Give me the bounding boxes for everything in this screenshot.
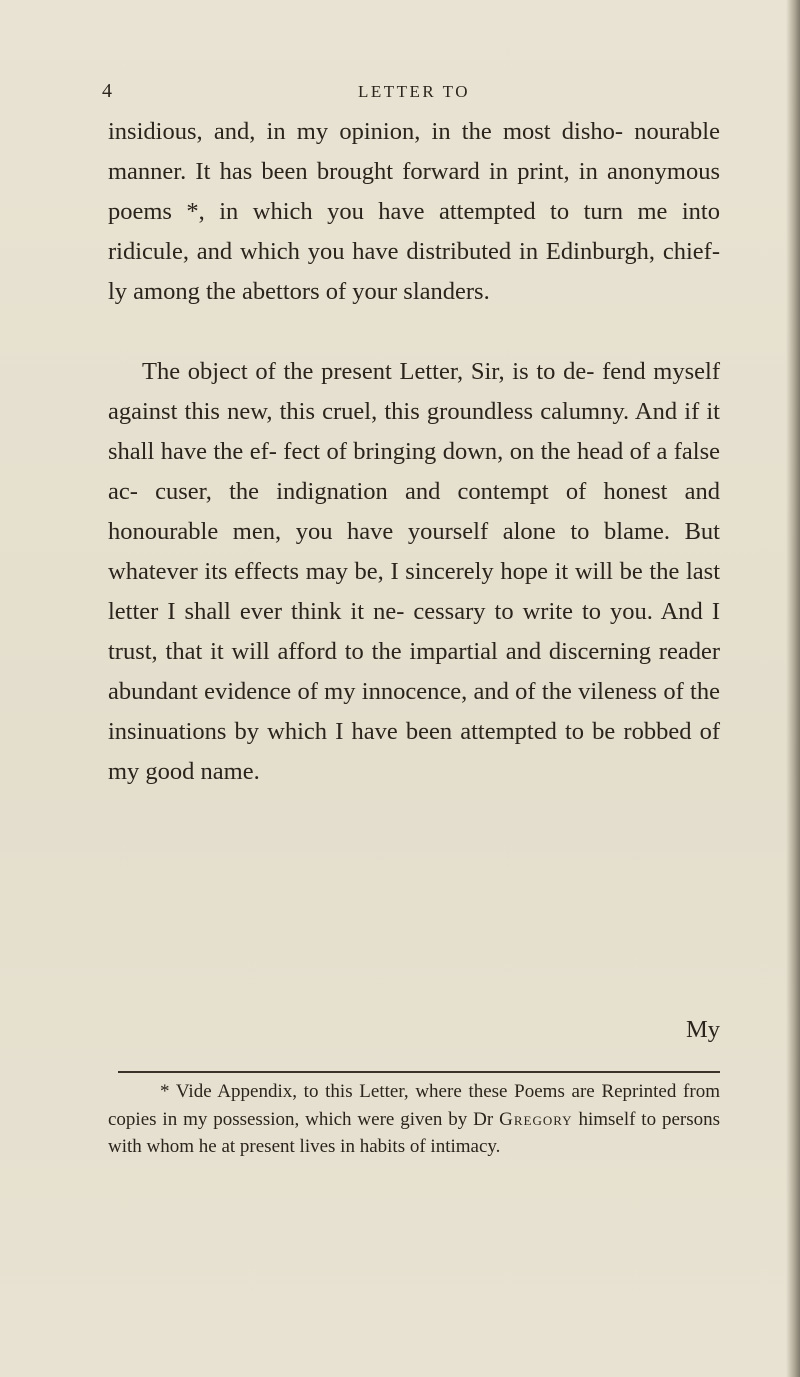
page-edge-shadow: [786, 0, 800, 1377]
footnote-name: Gregory: [499, 1108, 573, 1130]
body-text: [108, 112, 720, 792]
footnote-text-end: himself to persons with whom he at present lives in habits of intimacy.: [108, 1108, 721, 1157]
running-title: LETTER TO: [357, 82, 471, 101]
running-head: [102, 80, 720, 110]
page-number: 4: [102, 80, 112, 102]
paragraph-2: The object of the present Letter, Sir, is to de- fend myself against this new, this cruel, this groundless calumny. And if it shall have the ef- fect of bringing down, on the head of a false ac- cuser, the indignation and contempt of honest and honourable men, you have yourself alone to blame. But whatever its effects may be, I sincerely hope it will be the last letter I shall ever think it ne- cessary to write to you. And I trust, that it will afford to the impartial and discerning reader abundant evidence of my innocence, and of the vileness of the insinuations by which I have been attempted to be robbed of my good name.: [108, 358, 720, 785]
footnote-text-start: * Vide Appendix, to this Letter, where these Poems are Reprinted from copies in my possession, which were given by Dr: [108, 1081, 720, 1130]
footnote: [108, 1078, 720, 1161]
paragraph-1: insidious, and, in my opinion, in the most disho- nourable manner. It has been brought forward in print, in anonymous poems *, in which you have attempted to turn me into ridicule, and which you have distributed in Edinburgh, chief- ly among the abettors of your slanders.: [108, 118, 720, 305]
catchword: My: [686, 1016, 721, 1043]
footnote-divider: [118, 1071, 720, 1073]
